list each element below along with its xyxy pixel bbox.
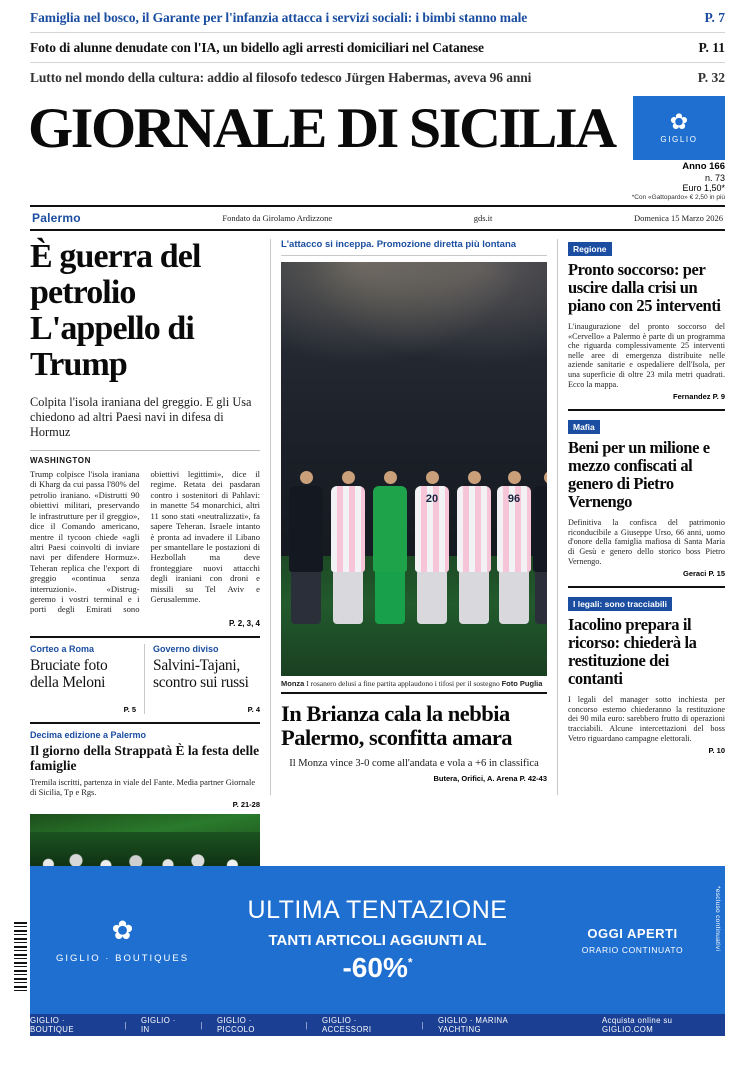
giglio-logo-label: GIGLIO <box>660 135 698 144</box>
players-graphic: 20 96 <box>281 394 547 624</box>
lead-body-part-1: Trump colpisce l'isola iraniana di Kharg da cui passa l'80% del petrolio iraniano. «Distrutti 90 obiettivi militari, preservando le infrastrutture per il greggio», dice il Comando americano, mentre il tycoon chiede «agli altri Paesi coinvolti di inviare navi per difendere Hormuz». Teheran replica che l'export di greggio «continua senza interruzioni». «Distrug- <box>30 469 140 594</box>
ad-brand-block <box>30 866 215 1014</box>
right-article-body: Definitiva la confisca del patrimonio riconducibile a Giuseppe Urso, 66 anni, uomo d'onore della famiglia mafiosa di Santa Maria di Gesù e genero dello storico boss Pietro Vernengo. <box>568 518 725 566</box>
edition-city: Palermo <box>32 211 81 226</box>
right-article-legali[interactable] <box>568 594 725 755</box>
right-article-title: Pronto soccorso: per uscire dalla crisi un piano con 25 interventi <box>568 260 721 316</box>
brief-row <box>30 644 260 714</box>
lead-page-ref: P. 2, 3, 4 <box>229 618 260 628</box>
brief-item-corteo[interactable] <box>30 644 145 714</box>
caption-credit: Foto Puglia <box>501 679 543 689</box>
right-article-regione[interactable] <box>568 239 725 401</box>
website-label[interactable]: gds.it <box>473 213 493 224</box>
right-article-ref <box>568 392 725 401</box>
giglio-flower-icon: ✿ <box>111 916 134 945</box>
ad-footer-bar[interactable] <box>30 1014 725 1036</box>
top-headline-1-text: Famiglia nel bosco, il Garante per l'infanzia attacca i servizi sociali: i bimbi stanno male <box>30 10 528 25</box>
right-article-ref <box>568 746 725 755</box>
divider: | <box>305 1020 308 1030</box>
issue-number: n. 73 <box>704 172 725 183</box>
top-headline-3[interactable] <box>30 63 725 92</box>
ad-footer-cta[interactable]: Acquista online su GIGLIO.COM <box>601 1016 673 1034</box>
caption-text: I rosanero delusi a fine partita applaudono i tifosi per il sostegno <box>306 679 500 689</box>
brief-title: Salvini-Tajani, scontro sui russi <box>153 656 249 691</box>
divider: | <box>200 1020 203 1030</box>
ad-footer-item-accessori[interactable]: GIGLIO · ACCESSORI <box>321 1016 372 1034</box>
section-badge: Regione <box>568 242 612 256</box>
right-column <box>558 239 725 795</box>
center-photo-caption <box>281 676 547 694</box>
ad-discount-asterisk: * <box>407 955 413 970</box>
lead-body-part-2: geremo i vostri terminal e i porti degli Emirati sono obiettivi legittimi», dice il regime. Retata dei pasdaran contro i sostenitori di Pahlavi: in manette 54 monarchici, altri 11 sono stati «neutralizzati», fa sapere Teheran. Israele intanto è pronta ad invadere il Libano per smantellare le postazioni di Hezbollah ma deve fronteggiare nuovi attacchi degli iraniani con droni e missili su Tel Aviv e Gerusalemme. <box>30 469 260 615</box>
brief-kicker: Governo diviso <box>153 643 219 654</box>
right-article-title: Iacolino prepara il ricorso: chiederà la restituzione dei contanti <box>568 615 697 689</box>
info-bar <box>30 205 725 231</box>
top-headline-2-text: Foto di alunne denudate con l'IA, un bidello agli arresti domiciliari nel Catanese <box>30 40 484 55</box>
ad-open-hours: ORARIO CONTINUATO <box>581 944 684 955</box>
top-headline-strip <box>0 0 755 92</box>
lead-body <box>30 469 260 615</box>
lead-article-subtitle: Colpita l'isola iraniana del greggio. E gli Usa chiedono ad altri Paesi navi in difesa di Hormuz <box>30 395 252 440</box>
promo-title: Il giorno della Strappatà È la festa delle famiglie <box>30 742 260 773</box>
ad-hours-block <box>540 866 725 1014</box>
ad-brand-label: GIGLIO · BOUTIQUES <box>55 953 190 964</box>
advertisement-banner[interactable] <box>30 866 725 1014</box>
brief-kicker: Corteo a Roma <box>30 643 95 654</box>
ad-footer-item-marina[interactable]: GIGLIO · MARINA YACHTING <box>438 1016 508 1034</box>
divider <box>30 636 260 638</box>
section-badge: I legali: sono tracciabili <box>568 597 672 611</box>
divider: | <box>124 1020 127 1030</box>
issue-price-note: *Con «Gattopardo» € 2,50 in più <box>631 193 725 201</box>
center-photo <box>281 262 547 676</box>
masthead <box>0 92 755 160</box>
left-column <box>30 238 270 809</box>
promo-body: Tremila iscritti, partenza in viale del Fante. Media partner Giornale di Sicilia, Tp e Rgs. <box>30 777 256 797</box>
right-article-title: Beni per un milione e mezzo confiscati al genero di Pietro Vernengo <box>568 438 710 512</box>
ad-discount-value: -60% <box>342 952 408 983</box>
top-headline-3-text: Lutto nel mondo della cultura: addio al filosofo tedesco Jürgen Habermas, aveva 96 anni <box>30 70 532 85</box>
right-article-page: P. 9 <box>712 392 725 402</box>
center-page-ref: P. 42-43 <box>519 774 547 784</box>
barcode <box>14 922 27 994</box>
ad-message-block <box>215 866 540 1014</box>
brief-page-ref: P. 5 <box>123 704 136 714</box>
lead-article-title[interactable]: È guerra del petrolio L'appello di Trump <box>30 238 201 384</box>
ad-discount <box>342 952 412 984</box>
right-article-byline: Fernandez <box>673 392 711 402</box>
ad-footer-item-piccolo[interactable]: GIGLIO · PICCOLO <box>216 1016 255 1034</box>
divider: | <box>421 1020 425 1030</box>
top-headline-3-page: P. 32 <box>697 70 725 85</box>
center-article-title[interactable]: In Brianza cala la nebbia Palermo, sconfitta amara <box>281 701 513 751</box>
founder-note: Fondato da Girolamo Ardizzone <box>222 213 333 224</box>
issue-info <box>0 160 755 201</box>
page-title: GIORNALE DI SICILIA <box>28 96 615 160</box>
promo-article[interactable] <box>30 722 260 870</box>
brief-item-governo[interactable] <box>145 644 260 714</box>
issue-year: Anno 166 <box>682 161 725 172</box>
promo-kicker: Decima edizione a Palermo <box>30 729 147 740</box>
issue-price: Euro 1,50* <box>682 183 725 194</box>
main-grid <box>30 238 725 809</box>
ad-subline: TANTI ARTICOLI AGGIUNTI AL <box>268 932 487 949</box>
right-article-byline: Geraci <box>683 569 707 579</box>
right-article-page: P. 10 <box>708 746 725 756</box>
giglio-flower-icon: ✿ <box>669 109 689 134</box>
stadium-lights-graphic <box>281 262 547 382</box>
brief-title: Bruciate foto della Meloni <box>30 656 108 691</box>
ad-headline: ULTIMA TENTAZIONE <box>247 896 508 924</box>
divider <box>30 450 260 451</box>
center-byline: Butera, Orifici, A. Arena <box>433 774 518 784</box>
right-article-mafia[interactable] <box>568 417 725 578</box>
center-byline-ref <box>281 774 547 783</box>
top-headline-1[interactable] <box>30 0 725 33</box>
lead-dateline: WASHINGTON <box>30 456 91 466</box>
ad-disclaimer: *escluso continuativi <box>714 886 721 952</box>
promo-photo <box>30 814 260 870</box>
ad-open-today: OGGI APERTI <box>587 925 678 941</box>
caption-lead: Monza <box>281 679 305 689</box>
right-article-ref <box>568 569 725 578</box>
section-badge: Mafia <box>568 420 600 434</box>
ad-footer-item-in[interactable]: GIGLIO · IN <box>140 1016 176 1034</box>
ad-footer-item-boutique[interactable]: GIGLIO · BOUTIQUE <box>30 1016 74 1034</box>
brief-page-ref: P. 4 <box>247 704 260 714</box>
divider <box>568 409 725 411</box>
top-headline-1-page: P. 7 <box>704 10 725 25</box>
crowd-graphic <box>30 832 260 870</box>
right-article-body: L'inaugurazione del pronto soccorso del «Cervello» a Palermo è parte di un programma che riguarda complessivamente 25 interventi nelle aree di emergenza distribuite nelle aziende sanitarie e ospedaliere dell'Isola, per una superficie di oltre 23 mila metri quadrati. Ecco la mappa. <box>568 322 725 389</box>
center-kicker: L'attacco si inceppa. Promozione diretta più lontana <box>281 239 547 256</box>
promo-page-ref: P. 21-28 <box>232 799 260 809</box>
right-article-page: P. 15 <box>708 569 725 579</box>
top-headline-2[interactable] <box>30 33 725 63</box>
issue-date: Domenica 15 Marzo 2026 <box>633 213 723 224</box>
top-headline-2-page: P. 11 <box>698 40 725 55</box>
giglio-logo-badge[interactable] <box>633 96 725 160</box>
center-article-subtitle: Il Monza vince 3-0 come all'andata e vola a +6 in classifica <box>289 758 539 770</box>
right-article-body: I legali del manager sotto inchiesta per concorso esterno chiederanno la restituzione dei 90 mila euro: sarebbero frutto di operazioni tracciabili. Alcune intercettazioni del boss Vetro riguardano campagne elettorali. <box>568 695 725 743</box>
center-column <box>270 239 558 795</box>
divider <box>568 586 725 588</box>
